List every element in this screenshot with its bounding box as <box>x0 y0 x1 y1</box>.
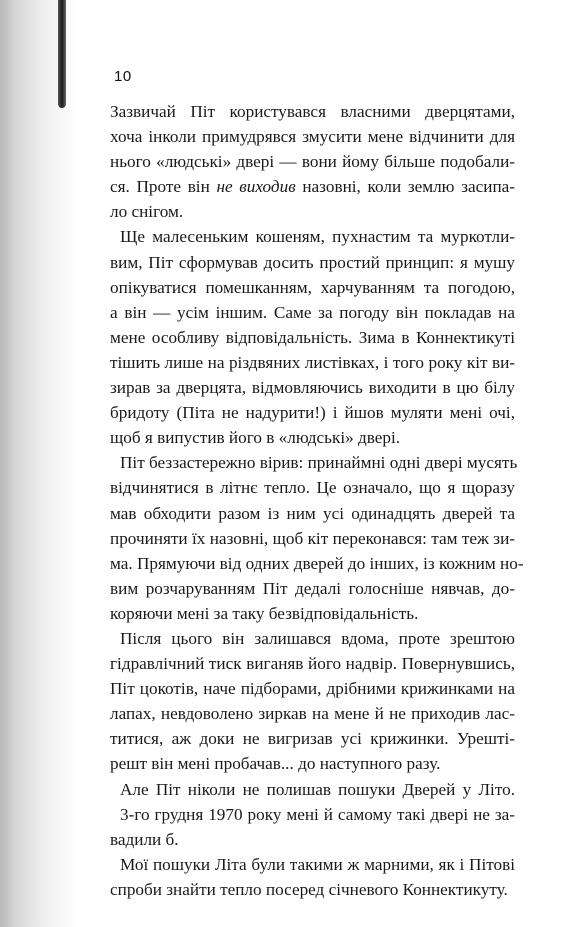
text-line: мене особливу відповідальність. Зима в Коннектикуті <box>110 327 515 347</box>
page-number: 10 <box>114 68 132 85</box>
emphasized-phrase: не виходив <box>216 177 296 197</box>
text-line-with-emphasis <box>110 174 515 199</box>
text-line: лапах, невдоволено зиркав на мене й не приходив лас- <box>110 704 515 724</box>
text-line: Але Піт ніколи не полишав пошуки Дверей у Літо. <box>120 779 515 799</box>
text-line: вадили б. <box>110 829 179 849</box>
text-line: вим, Піт сформував досить простий принцип: я мушу <box>110 252 515 272</box>
text-line: коряючи мені за таку безвідповідальність. <box>110 603 419 623</box>
text-line: мав обходити разом із ним усі одинадцять дверей та <box>110 503 515 523</box>
text-segment: ся. Проте він <box>110 177 217 197</box>
text-line: гідравлічний тиск виганяв його надвір. Повернувшись, <box>110 654 515 674</box>
text-line: Мої пошуки Літа були такими ж марними, як і Пітові <box>120 854 515 874</box>
text-line: вим розчаруванням Піт дедалі голосніше нявчав, до- <box>110 578 515 598</box>
text-line: Зазвичай Піт користувався власними дверцятами, <box>110 102 515 121</box>
text-line: бридоту (Піта не надурити!) і йшов муляти мені очі, <box>110 403 515 423</box>
text-line: нього «людські» двері — вони йому більше подобали- <box>110 152 515 172</box>
text-line: Піт беззастережно вірив: принаймні одні двері мусять <box>120 453 518 473</box>
text-line: прочиняти їх назовні, щоб кіт переконався: там теж зи- <box>110 528 515 548</box>
text-line: щоб я випустив його в «людські» двері. <box>110 428 401 448</box>
text-line: відчинятися в літнє тепло. Це означало, що я щоразу <box>110 478 515 498</box>
text-line: Після цього він залишався вдома, проте зрештою <box>120 628 515 648</box>
text-line: 3-го грудня 1970 року мені й самому такі двері не за- <box>120 804 515 824</box>
book-page-text <box>110 99 524 902</box>
text-line: Ще малесеньким кошеням, пухнастим та муркотли- <box>120 227 515 247</box>
text-line: решт він мені пробачав... до наступного разу. <box>110 754 441 774</box>
text-line: ма. Прямуючи від одних дверей до інших, із кожним но- <box>110 553 524 573</box>
text-line: титися, аж доки не вигризав усі крижинки. Урешті- <box>110 729 515 749</box>
page-gutter-shadow <box>0 0 78 927</box>
binding-edge-mark <box>58 0 66 108</box>
text-line: спроби знайти тепло посеред січневого Коннектикуту. <box>110 879 508 899</box>
text-line: зирав за дверцята, відмовляючись виходити в цю білу <box>110 378 515 398</box>
text-line: а він — усім іншим. Саме за погоду він покладав на <box>110 302 515 322</box>
text-line: Піт цокотів, наче підборами, дрібними крижинками на <box>110 679 515 699</box>
text-line: опікуватися помешканням, харчуванням та погодою, <box>110 277 515 297</box>
text-segment: назовні, коли землю засипа- <box>295 177 515 197</box>
text-line: ло снігом. <box>110 202 184 222</box>
text-line: тішить лише на різдвяних листівках, і того року кіт ви- <box>110 352 515 372</box>
text-line: хоча інколи примудрявся змусити мене відчинити для <box>110 127 515 147</box>
